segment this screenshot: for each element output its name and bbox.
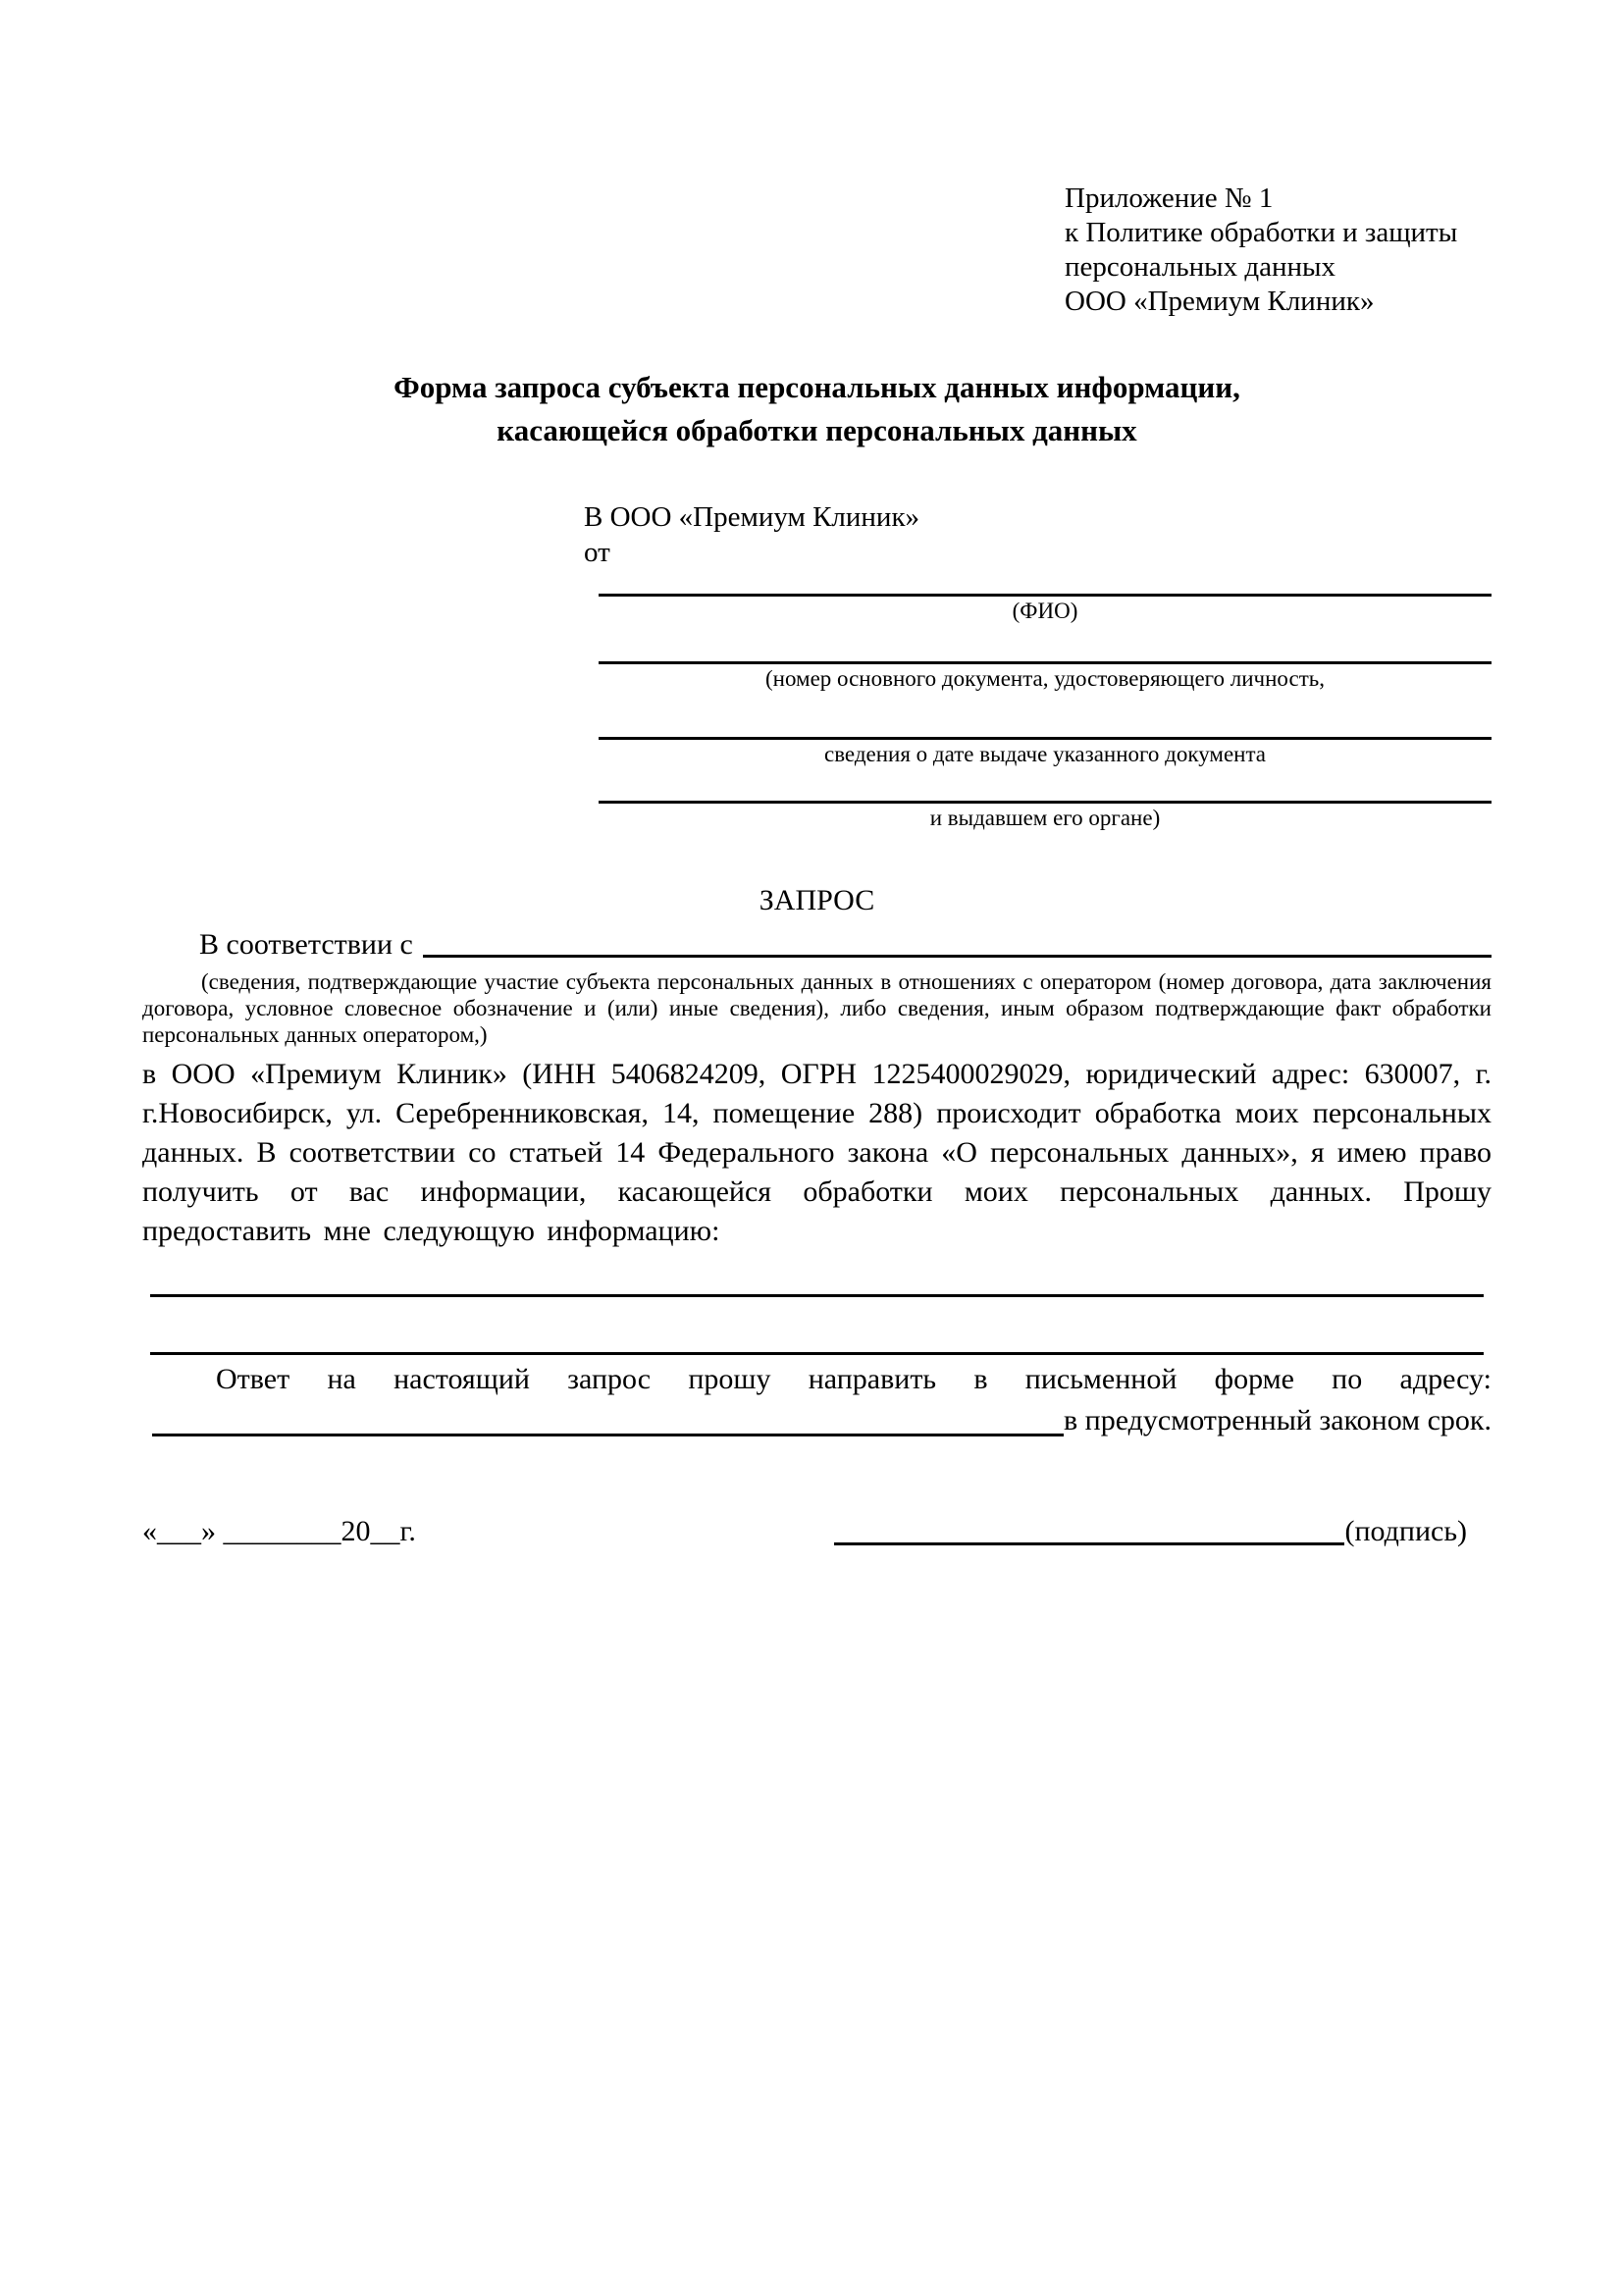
in-accordance-row bbox=[142, 927, 1492, 963]
appendix-line: Приложение № 1 bbox=[1065, 183, 1274, 214]
date-signature-row bbox=[142, 1512, 1492, 1551]
fio-caption: (ФИО) bbox=[1012, 599, 1078, 623]
request-heading: ЗАПРОС bbox=[759, 884, 875, 916]
signature-caption: (подпись) bbox=[1344, 1515, 1467, 1547]
reply-address-input-line[interactable] bbox=[152, 1434, 1064, 1436]
fio-field bbox=[599, 570, 1492, 624]
reply-address-row bbox=[142, 1400, 1492, 1441]
fio-input-line[interactable] bbox=[599, 570, 1492, 597]
addressee-to: В ООО «Премиум Клиник» bbox=[584, 501, 920, 533]
document-issue-date-field bbox=[599, 692, 1492, 767]
document-title bbox=[142, 366, 1492, 452]
addressee-block bbox=[584, 499, 1492, 831]
document-number-field bbox=[599, 624, 1492, 692]
requested-info-input-line-2[interactable] bbox=[150, 1297, 1484, 1355]
document-issuer-input-line[interactable] bbox=[599, 767, 1492, 804]
document-title-line-1: Форма запроса субъекта персональных данных информации, bbox=[393, 370, 1240, 404]
signature-input-line[interactable] bbox=[834, 1542, 1344, 1545]
reply-suffix-text: в предусмотренный законом срок. bbox=[1064, 1404, 1492, 1436]
document-issuer-field bbox=[599, 767, 1492, 831]
appendix-block bbox=[1065, 182, 1492, 319]
in-accordance-input-line[interactable] bbox=[423, 927, 1492, 958]
document-number-input-line[interactable] bbox=[599, 624, 1492, 664]
document-number-caption: (номер основного документа, удостоверяющего личность, bbox=[764, 666, 1325, 691]
signature-group bbox=[834, 1512, 1467, 1551]
document-title-line-2: касающейся обработки персональных данных bbox=[497, 413, 1137, 447]
addressee-from-label: от bbox=[584, 537, 610, 568]
request-body-text: в ООО «Премиум Клиник» (ИНН 5406824209, ОГРН 1225400029029, юридический адрес: 630007, г. г.Новосибирск, ул. Серебренниковская, 14, помещение 288) происходит обработка моих персональных данных. В соответствии со статьей 14 Федерального закона «О персональных данных», я имею право получить от вас информации, касающейся обработки моих персональных данных. Прошу предоставить мне следующую информацию: bbox=[142, 1058, 1492, 1247]
in-accordance-label: В соответствии с bbox=[199, 928, 413, 961]
requested-info-input-line-1[interactable] bbox=[150, 1251, 1484, 1297]
document-issuer-caption: и выдавшем его органе) bbox=[929, 806, 1161, 830]
date-fill-in[interactable]: «___» ________20__г. bbox=[142, 1515, 416, 1547]
appendix-line: персональных данных bbox=[1065, 251, 1336, 283]
reply-instruction-text: Ответ на настоящий запрос прошу направить в письменной форме по адресу: bbox=[216, 1363, 1492, 1395]
appendix-line: ООО «Премиум Клиник» bbox=[1065, 286, 1375, 317]
document-issue-date-input-line[interactable] bbox=[599, 692, 1492, 740]
accordance-note: (сведения, подтверждающие участие субъекта персональных данных в отношениях с оператором (номер договора, дата заключения договора, условное словесное обозначение и (или) иные сведения), либо сведения, иным образом подтверждающие факт обработки персональных данных оператором,) bbox=[142, 969, 1492, 1047]
appendix-line: к Политике обработки и защиты bbox=[1065, 217, 1458, 248]
document-issue-date-caption: сведения о дате выдаче указанного документа bbox=[823, 742, 1267, 766]
